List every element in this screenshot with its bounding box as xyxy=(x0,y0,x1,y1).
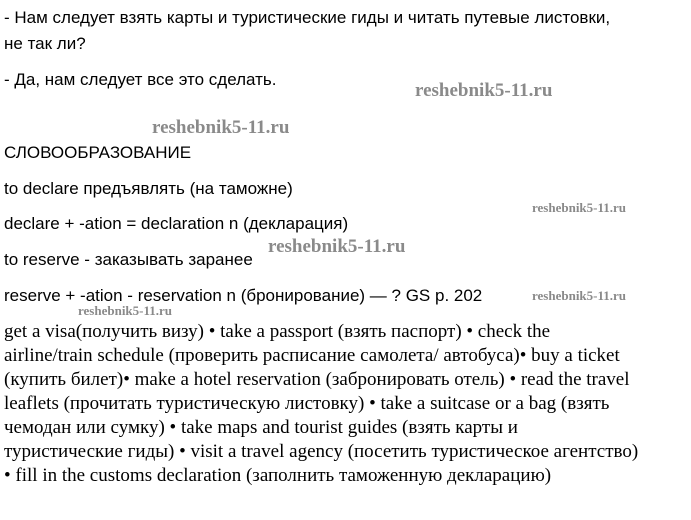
phrase-line: get a visa(получить визу) • take a passport (взять паспорт) • check the xyxy=(4,321,551,342)
watermark: reshebnik5-11.ru xyxy=(152,117,290,138)
watermark: reshebnik5-11.ru xyxy=(532,288,627,303)
word-formation-item: declare + -ation = declaration n (декларация) xyxy=(4,214,349,233)
phrase-line: туристические гиды) • visit a travel agency (посетить туристическое агентство) xyxy=(4,441,639,462)
answer-line: - Да, нам следует все это сделать. xyxy=(4,70,277,89)
watermark: reshebnik5-11.ru xyxy=(532,200,627,215)
watermark: reshebnik5-11.ru xyxy=(78,303,173,318)
phrase-line: (купить билет)• make a hotel reservation (забронировать отель) • read the travel xyxy=(4,369,630,390)
word-formation-item: reserve + -ation - reservation n (бронирование) — ? GS p. 202 xyxy=(4,286,483,305)
question-line-2: не так ли? xyxy=(4,34,86,53)
phrase-line: airline/train schedule (проверить расписание самолета/ автобуса)• buy a ticket xyxy=(4,345,620,366)
section-heading: СЛОВООБРАЗОВАНИЕ xyxy=(4,143,192,162)
phrase-line: leaflets (прочитать туристическую листовку) • take a suitcase or a bag (взять xyxy=(4,393,610,414)
word-formation-item: to reserve - заказывать заранее xyxy=(4,250,253,269)
word-formation-item: to declare предъявлять (на таможне) xyxy=(4,179,293,198)
phrase-line: чемодан или сумку) • take maps and tourist guides (взять карты и xyxy=(4,417,518,438)
watermark: reshebnik5-11.ru xyxy=(415,80,553,101)
question-line-1: - Нам следует взять карты и туристические гиды и читать путевые листовки, xyxy=(4,8,611,27)
phrase-line: • fill in the customs declaration (заполнить таможенную декларацию) xyxy=(4,465,552,486)
watermark: reshebnik5-11.ru xyxy=(268,236,406,257)
